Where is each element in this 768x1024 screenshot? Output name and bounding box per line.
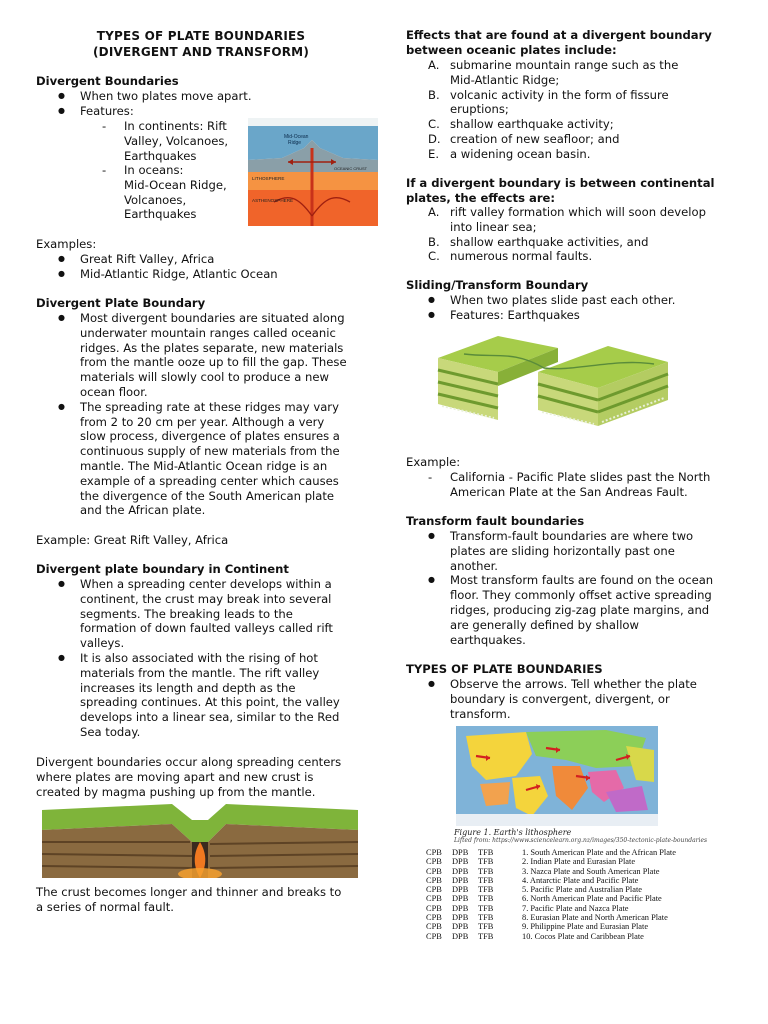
quiz-question: 7. Pacific Plate and Nazca Plate	[522, 903, 629, 913]
quiz-row	[426, 876, 676, 885]
ridge-label-2: Ridge	[288, 140, 302, 146]
quiz-row	[426, 932, 676, 941]
quiz-row	[426, 913, 676, 922]
rift-valley-image	[42, 802, 358, 878]
continental-effects-list	[406, 205, 742, 264]
feature-line: Earthquakes	[124, 148, 197, 163]
effects-heading: Effects that are found at a divergent boundary between oceanic plates include:	[406, 28, 712, 57]
choice-tfb[interactable]: TFB	[478, 866, 494, 876]
list-item: D. creation of new seafloor; and	[428, 131, 620, 146]
choice-tfb[interactable]: TFB	[478, 894, 494, 904]
list-item: ● When two plates slide past each other.	[406, 293, 742, 308]
choice-tfb[interactable]: TFB	[478, 922, 494, 932]
quiz-question: 2. Indian Plate and Eurasian Plate	[522, 857, 636, 867]
quiz-question: 1. South American Plate and the African Plate	[522, 848, 676, 857]
list-item: ● Most transform faults are found on the ocean floor. They commonly offset active spreading ridges, producing zig-zag plate margins, and are generally defined by shallow earthquakes.	[406, 573, 742, 647]
quiz-row	[426, 857, 676, 866]
quiz-question: 10. Cocos Plate and Caribbean Plate	[522, 931, 644, 941]
figure-caption: Figure 1. Earth's lithosphere Lifted from: https://www.sciencelearn.org.nz/images/350-tectonic-plate-boundaries	[454, 828, 708, 844]
title-line-1: TYPES OF PLATE BOUNDARIES	[96, 29, 306, 43]
choice-tfb[interactable]: TFB	[478, 848, 494, 857]
choice-dpb[interactable]: DPB	[452, 913, 469, 923]
types-list	[406, 677, 742, 721]
continental-effects-heading: If a divergent boundary is between continental plates, the effects are:	[406, 176, 715, 205]
quiz-row	[426, 894, 676, 903]
choice-cpb[interactable]: CPB	[426, 913, 442, 923]
quiz-row	[426, 904, 676, 913]
oceanic-effects-list	[406, 58, 742, 162]
feature-line: In continents: Rift	[124, 119, 227, 133]
divergent-bullets	[36, 89, 256, 119]
list-item: A. submarine mountain range such as the Mid-Atlantic Ridge;	[428, 58, 679, 87]
crust-paragraph: The crust becomes longer and thinner and breaks to a series of normal fault.	[36, 885, 342, 914]
types-heading: TYPES OF PLATE BOUNDARIES	[406, 662, 603, 676]
list-item: ● It is also associated with the rising of hot materials from the mantle. The rift valley increases its length and depth as the spreading continues. At this point, the valley develops into a linear sea, similar to the Red Sea today.	[36, 651, 376, 740]
choice-tfb[interactable]: TFB	[478, 931, 494, 941]
continent-list	[36, 577, 376, 740]
list-item: - California - Pacific Plate slides past the North American Plate at the San Andreas Fault.	[428, 470, 711, 499]
choice-dpb[interactable]: DPB	[452, 857, 469, 867]
choice-tfb[interactable]: TFB	[478, 913, 494, 923]
transform-fault-heading: Transform fault boundaries	[406, 514, 585, 528]
choice-cpb[interactable]: CPB	[426, 866, 442, 876]
feature-line: Mid-Ocean Ridge,	[124, 177, 227, 192]
quiz-question: 8. Eurasian Plate and North American Plate	[522, 913, 668, 923]
ridge-label: Mid-Ocean	[284, 134, 309, 140]
crust-label: OCEANIC CRUST	[334, 166, 368, 171]
quiz-question: 9. Philippine Plate and Eurasian Plate	[522, 922, 649, 932]
plate-map-image	[456, 726, 658, 826]
choice-dpb[interactable]: DPB	[452, 894, 469, 904]
list-item: ● Features:	[36, 104, 256, 119]
choice-dpb[interactable]: DPB	[452, 922, 469, 932]
choice-cpb[interactable]: CPB	[426, 894, 442, 904]
transform-fault-image	[434, 328, 672, 428]
list-item: B. shallow earthquake activities, and	[428, 234, 649, 249]
choice-dpb[interactable]: DPB	[452, 875, 469, 885]
feature-oceans: - In oceans: Mid-Ocean Ridge, Volcanoes, Earthquakes	[102, 163, 227, 222]
quiz-body	[426, 848, 676, 941]
quiz-question: 5. Pacific Plate and Australian Plate	[522, 885, 643, 895]
examples-list	[36, 252, 366, 282]
feature-line: Volcanoes,	[124, 192, 187, 207]
quiz-row	[426, 867, 676, 876]
dpb-list	[36, 311, 376, 518]
choice-cpb[interactable]: CPB	[426, 922, 442, 932]
list-item: ● Transform-fault boundaries are where two plates are sliding horizontally past one another.	[406, 529, 742, 573]
examples-label: Examples:	[36, 237, 97, 251]
list-item: C. numerous normal faults.	[428, 249, 593, 264]
list-item: ● Observe the arrows. Tell whether the plate boundary is convergent, divergent, or transform.	[406, 677, 742, 721]
choice-cpb[interactable]: CPB	[426, 875, 442, 885]
feature-continents: - In continents: Rift Valley, Volcanoes, Earthquakes	[102, 119, 229, 163]
quiz-table	[426, 848, 676, 941]
sliding-heading: Sliding/Transform Boundary	[406, 278, 589, 292]
quiz-row	[426, 885, 676, 894]
quiz-question: 4. Antarctic Plate and Pacific Plate	[522, 875, 639, 885]
document-title	[36, 28, 366, 60]
list-item: A. rift valley formation which will soon develop into linear sea;	[428, 205, 706, 234]
feature-line: In oceans:	[124, 163, 184, 177]
asthenosphere-label: ASTHENOSPHERE	[252, 198, 294, 203]
list-item: ● When two plates move apart.	[36, 89, 256, 104]
choice-dpb[interactable]: DPB	[452, 903, 469, 913]
choice-tfb[interactable]: TFB	[478, 875, 494, 885]
california-example	[406, 470, 742, 500]
choice-tfb[interactable]: TFB	[478, 885, 494, 895]
choice-tfb[interactable]: TFB	[478, 857, 494, 867]
choice-dpb[interactable]: DPB	[452, 848, 469, 857]
divergent-plate-boundary-heading: Divergent Plate Boundary	[36, 296, 206, 310]
lithosphere-label: LITHOSPHERE	[252, 176, 285, 181]
list-item: ● When a spreading center develops within a continent, the crust may break into several segments. The breaking leads to the formation of down faulted valleys called rift valleys.	[36, 577, 376, 651]
choice-cpb[interactable]: CPB	[426, 931, 442, 941]
choice-cpb[interactable]: CPB	[426, 903, 442, 913]
list-item: ● Features: Earthquakes	[406, 308, 742, 323]
title-line-2: (DIVERGENT AND TRANSFORM)	[92, 45, 310, 59]
quiz-question: 6. North American Plate and Pacific Plate	[522, 894, 662, 904]
mid-ocean-ridge-diagram	[248, 118, 378, 226]
choice-dpb[interactable]: DPB	[452, 931, 469, 941]
quiz-row	[426, 922, 676, 931]
quiz-question: 3. Nazca Plate and South American Plate	[522, 866, 660, 876]
list-item: ● Great Rift Valley, Africa	[36, 252, 366, 267]
feature-line: Earthquakes	[124, 207, 197, 222]
choice-tfb[interactable]: TFB	[478, 903, 494, 913]
example-rift: Example: Great Rift Valley, Africa	[36, 533, 229, 547]
continent-heading: Divergent plate boundary in Continent	[36, 562, 289, 576]
transform-fault-list	[406, 529, 742, 647]
list-item: B. volcanic activity in the form of fissure eruptions;	[428, 87, 669, 117]
spreading-paragraph: Divergent boundaries occur along spreading centers where plates are moving apart and new crust is created by magma pushing up from the mantle.	[36, 755, 342, 799]
choice-cpb[interactable]: CPB	[426, 885, 442, 895]
choice-dpb[interactable]: DPB	[452, 866, 469, 876]
list-item: ● The spreading rate at these ridges may vary from 2 to 20 cm per year. Although a very slow process, divergence of plates ensures a continuous supply of new materials from the mantle. The Mid-Atlantic Ocean ridge is an example of a spreading center which causes the divergence of the South American plate and the African plate.	[36, 400, 376, 518]
list-item: E. a widening ocean basin.	[428, 146, 591, 161]
choice-cpb[interactable]: CPB	[426, 848, 442, 857]
sliding-list	[406, 293, 742, 323]
feature-line: Valley, Volcanoes,	[124, 133, 229, 148]
divergent-boundaries-heading: Divergent Boundaries	[36, 74, 179, 88]
list-item: ● Most divergent boundaries are situated along underwater mountain ranges called oceanic ridges. As the plates separate, new materials from the mantle ooze up to fill the gap. These materials will slowly cool to produce a new ocean floor.	[36, 311, 376, 400]
quiz-row	[426, 848, 676, 857]
choice-dpb[interactable]: DPB	[452, 885, 469, 895]
choice-cpb[interactable]: CPB	[426, 857, 442, 867]
list-item: C. shallow earthquake activity;	[428, 117, 614, 132]
list-item: ● Mid-Atlantic Ridge, Atlantic Ocean	[36, 267, 366, 282]
example-label: Example:	[406, 455, 461, 469]
